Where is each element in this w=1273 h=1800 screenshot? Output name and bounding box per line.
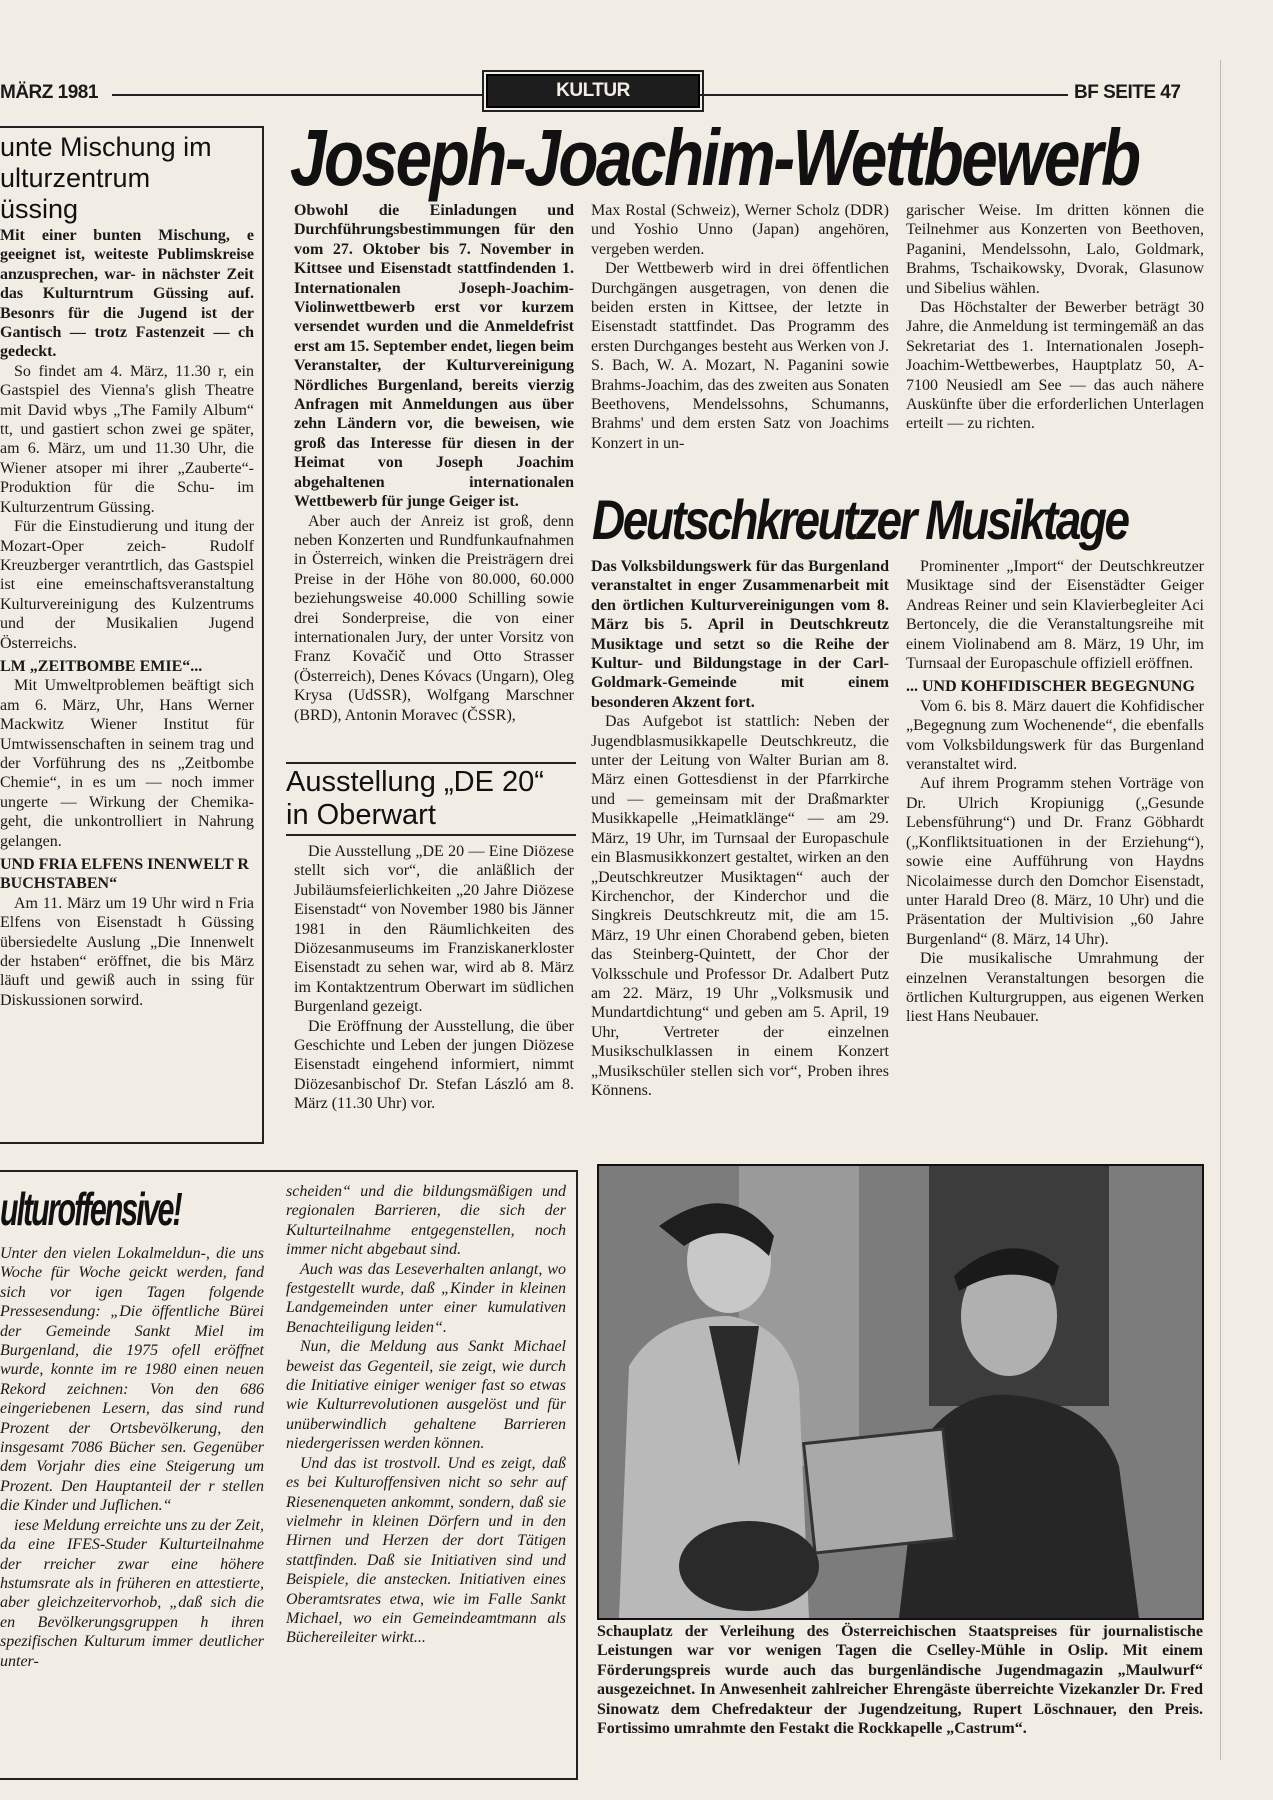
ausstellung-rule — [286, 762, 576, 764]
main-article-col3 — [906, 201, 1204, 434]
paragraph: Für die Einstudierung und itung der Mozart-Oper zeich- Rudolf Kreuzberger verantrtlich, das Gastspiel ist eine emeinschaftsveranstaltung Kulturvereinigung des Kulzentrums und der Musikalien Jugend Österreichs. — [0, 518, 254, 652]
issue-date: MÄRZ 1981 — [0, 82, 98, 103]
paragraph: Aber auch der Anreiz ist groß, denn neben Konzerten und Rundfunkaufnahmen in Österreich, winken die Preisträgern drei Preise in der Höhe von 80.000, 60.000 beziehungsweise 40.000 Schilling sowie drei Sonderpreise, die von einer internationalen Jury, der unter Vorsitz von Franz Kovačič und Otto Strasser (Österreich), Denes Kóvacs (Ungarn), Oleg Krysa (UdSSR), Wolfgang Marschner (BRD), Antonin Moravec (ČSSR), — [294, 512, 574, 724]
header-rule-left — [112, 94, 484, 96]
paragraph: Vom 6. bis 8. März dauert die Kohfidischer „Begegnung zum Wochenende“, die ebenfalls vom Volksbildungswerk für das Burgenland veranstaltet wird. — [906, 697, 1204, 774]
musiktage-headline: Deutschkreutzer Musiktage — [592, 488, 1128, 551]
paragraph: Nun, die Meldung aus Sankt Michael beweist das Gegenteil, sie zeigt, wie durch die Initiative einiger weniger fast so etwas wie Kulturrevolutionen ausgelöst und für unüberwindlich gehaltene Barrieren niedergerissen werden können. — [286, 1338, 566, 1453]
section-label: KULTUR — [486, 74, 700, 108]
left-box-body — [0, 226, 254, 1010]
kulturoffensive-col1 — [0, 1244, 264, 1671]
kulturoffensive-headline: ulturoffensive! — [0, 1183, 181, 1235]
musiktage-col2 — [906, 557, 1204, 1027]
title-line: üssing — [0, 194, 79, 224]
paragraph: Unter den vielen Lokalmeldun-, die uns Woche für Woche geickt werden, fand sich vor igen Tagen folgende Pressesendung: „Die öffentliche Bürei der Gemeinde Sankt Miel im Burgenland, die 1975 ofell eröffnet wurde, konnte im re 1980 einen neuen Rekord zeichnen: Von den 686 eingeriebenen Lesern, das sind rund Prozent der Ortsbevölkerung, den insgesamt 7086 Bücher sen. Gegenüber dem Vorjahr dies eine Steigerung um Prozent. Den Hauptanteil der r stellen die Kinder und Juflichen.“ — [0, 1245, 264, 1515]
paragraph: Das Höchstalter der Bewerber beträgt 30 Jahre, die Anmeldung ist termingemäß an das Sekretariat des 1. Internationalen Joseph-Joachim-Wettbewerbes, Hauptplatz 50, A-7100 Neusiedl am See — das auch nähere Auskünfte über die erforderlichen Unterlagen erteilt — zu richten. — [906, 299, 1204, 433]
paragraph: iese Meldung erreichte uns zu der Zeit, da eine IFES-Studer Kulturteilnahme der rreicher zwar eine höhere hstumsrate als in früheren en attestierte, aber gleichzeitervorhob, „daß sich die en Bevölkerungsgruppen h ihren spezifischen Kulturum immer deutlicher unter- — [0, 1516, 264, 1670]
paragraph: Prominenter „Import“ der Deutschkreutzer Musiktage sind der Eisenstädter Geiger Andreas Reiner und sein Klavierbegleiter Aci Bertoncely, die die Veranstaltungsreihe mit einem Violinabend am 8. März, 19 Uhr, im Turnsaal der Europaschule offiziell eröffnen. — [906, 558, 1204, 673]
title-line: unte Mischung im — [0, 132, 212, 162]
headline-line: Ausstellung „DE 20“ — [286, 766, 544, 798]
page-number: BF SEITE 47 — [1074, 82, 1181, 103]
paragraph: Am 11. März um 19 Uhr wird n Fria Elfens von Eisenstadt h Güssing übersiedelte Auslung „Die Innenwelt der hstaben“ eröffnet, die bis März läuft und gewiß auch in ssing für Diskussionen sorwird. — [0, 894, 254, 1009]
subheading: ... UND KOHFIDISCHER BEGEGNUNG — [906, 678, 1195, 696]
headline-line: in Oberwart — [286, 799, 436, 831]
paragraph: scheiden“ und die bildungsmäßigen und regionalen Barrieren, die sich der Kulturteilnahme entgegenstellen, noch immer nicht abgebaut sind. — [286, 1183, 566, 1259]
paragraph: Der Wettbewerb wird in drei öffentlichen Durchgängen ausgetragen, von denen die beiden ersten in Kittsee, der letzte in Eisenstadt stattfindet. Das Programm des ersten Durchganges besteht aus Werken von J. S. Bach, W. A. Mozart, N. Paganini sowie Brahms-Joachim, das des zweiten aus Sonaten Beethovens, Mendelssohns, Schumanns, Brahms' und dem ersten Satz von Joachims Konzert in un- — [591, 260, 889, 452]
photo-illustration — [599, 1166, 1202, 1618]
paragraph: Die musikalische Umrahmung der einzelnen Veranstaltungen besorgen die örtlichen Kulturgruppen, aus eigenen Werken liest Hans Neubauer. — [906, 950, 1204, 1026]
subheading: LM „ZEITBOMBE EMIE“... — [0, 657, 203, 675]
paragraph: Das Volksbildungswerk für das Burgenland veranstaltet in enger Zusammenarbeit mit den örtlichen Kulturvereinigungen vom 8. März bis 5. April in Deutschkreutz Musiktage und setzt so die Reihe der Kultur- und Bildungstage in der Carl-Goldmark-Gemeinde mit einem besonderen Akzent fort. — [591, 558, 889, 711]
kulturoffensive-col2 — [286, 1182, 566, 1648]
paragraph: garischer Weise. Im dritten können die Teilnehmer aus Konzerten von Beethoven, Paganini, Mendelssohn, Lalo, Goldmark, Brahms, Tschaikowsky, Dvorak, Glasunow und Sibelius wählen. — [906, 202, 1204, 297]
left-box-article — [0, 126, 264, 1144]
ausstellung-headline — [286, 766, 544, 832]
header-rule-right — [700, 94, 1068, 96]
title-line: ulturzentrum — [0, 163, 151, 193]
right-edge-line — [1220, 60, 1221, 1760]
photo-caption: Schauplatz der Verleihung des Österreichischen Staatspreises für journalistische Leistungen war vor wenigen Tagen die Cselley-Mühle in Oslip. Mit einem Förderungspreis wurde auch das burgenländische Jugendmagazin „Maulwurf“ ausgezeichnet. In Anwesenheit zahlreicher Ehrengäste überreichte Vizekanzler Dr. Fred Sinowatz dem Chefredakteur der Jugendzeitung, Rupert Löschnauer, den Preis. Fortissimo umrahmte den Festakt die Rockkapelle „Castrum“. — [597, 1623, 1203, 1738]
paragraph: Auch was das Leseverhalten anlangt, wo festgestellt wurde, daß „Kinder in kleinen Landgemeinden unter einer kumulativen Benachteiligung leiden“. — [286, 1260, 566, 1336]
musiktage-col1 — [591, 557, 889, 1100]
paragraph: Auf ihrem Programm stehen Vorträge von Dr. Ulrich Kropiunigg („Gesunde Lebensführung“) und Dr. Franz Göbhardt („Konfliktsituationen in der Erziehung“), sowie eine Aufführung von Haydns Nicolaimesse durch den Domchor Eisenstadt, unter Harald Dreo (8. März, 10 Uhr) und die Präsentation der Multivision „60 Jahre Burgenland“ (8. März, 14 Uhr). — [906, 775, 1204, 948]
paragraph: Das Aufgebot ist stattlich: Neben der Jugendblasmusikkapelle Deutschkreutz, die unter der Leitung von Walter Burian am 8. März einen Gottesdienst in der Pfarrkirche und — gemeinsam mit der Draßmarkter Musikkapelle „Heimatklänge“ — am 29. März, 19 Uhr, im Turnsaal der Europaschule ein Blasmusikkonzert gestaltet, wirken an den „Deutschkreutzer Musiktagen“ auch der Kirchenchor, der Kinderchor und die Singkreis Deutschkreutz mit, die am 15. März, 19 Uhr einen Chorabend geben, bieten das Steinberg-Quintett, der Chor der Volksschule und Professor Dr. Adalbert Putz am 22. März, 19 Uhr „Volksmusik und Mundartdichtung“ und geben am 5. April, 19 Uhr, Vertreter der einzelnen Musikschulklassen in einem Konzert „Musikschüler stellen sich vor“, Proben ihres Könnens. — [591, 713, 889, 1099]
left-box-title — [0, 132, 212, 225]
paragraph: Und das ist trostvoll. Und es zeigt, daß es bei Kulturoffensiven nicht so sehr auf Riesenenqueten ankommt, sondern, daß sie vielmehr in kleinen Dörfern und in den Hirnen und Herzen der dort Tätigen stattfinden. Daß sie Initiativen sind und Beispiele, die anstecken. Initiativen eines Oberamtsrates etwa, wie im Falle Sankt Michael, wo ein Gemeindeamtmann als Büchereileiter wirkt... — [286, 1454, 566, 1647]
main-article-col2 — [591, 201, 889, 453]
paragraph: Mit Umweltproblemen beäftigt sich am 6. März, Uhr, Hans Werner Mackwitz Wiener Institut für Umtwissenschaften in seinem trag und der Vorführung des ns „Zeitbombe Chemie“, in es um — noch immer ungerte — Wirkung der Chemika- geht, die unkontrolliert in Nahrung gelangen. — [0, 677, 254, 850]
main-headline: Joseph-Joachim-Wettbewerb — [290, 113, 1139, 202]
award-ceremony-photo — [597, 1164, 1204, 1620]
paragraph: Die Ausstellung „DE 20 — Eine Diözese stellt sich vor“, die anläßlich der Jubiläumsfeierlichkeiten „20 Jahre Diözese Eisenstadt“ von November 1980 bis Jänner 1981 in den Räumlichkeiten des Diözesanmuseums im Franziskanerkloster Eisenstadt zu sehen war, wird ab 8. März im Kontaktzentrum Oberwart im südlichen Burgenland gezeigt. — [294, 843, 574, 1016]
main-article-col1 — [294, 201, 574, 725]
paragraph: So findet am 4. März, 11.30 r, ein Gastspiel des Vienna's glish Theatre mit David wbys „The Family Album“ tt, und gastiert schon zwei ge später, am 6. März, um und 11.30 Uhr, die Wiener atsoper mi ihrer „Zauberte“-Produktion für die Schu- im Kulturzentrum Güssing. — [0, 362, 254, 516]
ausstellung-rule-bottom — [286, 834, 576, 836]
paragraph: Obwohl die Einladungen und Durchführungsbestimmungen für den vom 27. Oktober bis 7. November in Kittsee und Eisenstadt stattfindenden 1. Internationalen Joseph-Joachim-Violinwettbewerb erst vor kurzem versendet wurden und die Anmeldefrist erst am 15. September endet, liegen beim Veranstalter, der Kulturvereinigung Nördliches Burgenland, bereits vierzig Anfragen mit Anmeldungen aus über zehn Ländern vor, die beweisen, wie groß das Interesse für diesen in der Heimat von Joseph Joachim abgehaltenen internationalen Wettbewerb für junge Geiger ist. — [294, 202, 574, 511]
subheading: UND FRIA ELFENS INENWELT R BUCHSTABEN“ — [0, 856, 249, 893]
paragraph: Die Eröffnung der Ausstellung, die über Geschichte und Leben der jungen Diözese Eisenstadt eingehend informiert, nimmt Diözesanbischof Dr. Stefan László am 8. März (11.30 Uhr) vor. — [294, 1017, 574, 1113]
paragraph: Mit einer bunten Mischung, e geeignet ist, weiteste Publimskreise anzusprechen, war- in nächster Zeit das Kulturntrum Güssing auf. Besonrs für die Jugend ist der Gantisch — trotz Fastenzeit — ch gedeckt. — [0, 227, 254, 361]
paragraph: Max Rostal (Schweiz), Werner Scholz (DDR) und Yoshio Unno (Japan) angehören, vergeben werden. — [591, 202, 889, 258]
ausstellung-body — [294, 842, 574, 1114]
kulturoffensive-box — [0, 1170, 578, 1780]
